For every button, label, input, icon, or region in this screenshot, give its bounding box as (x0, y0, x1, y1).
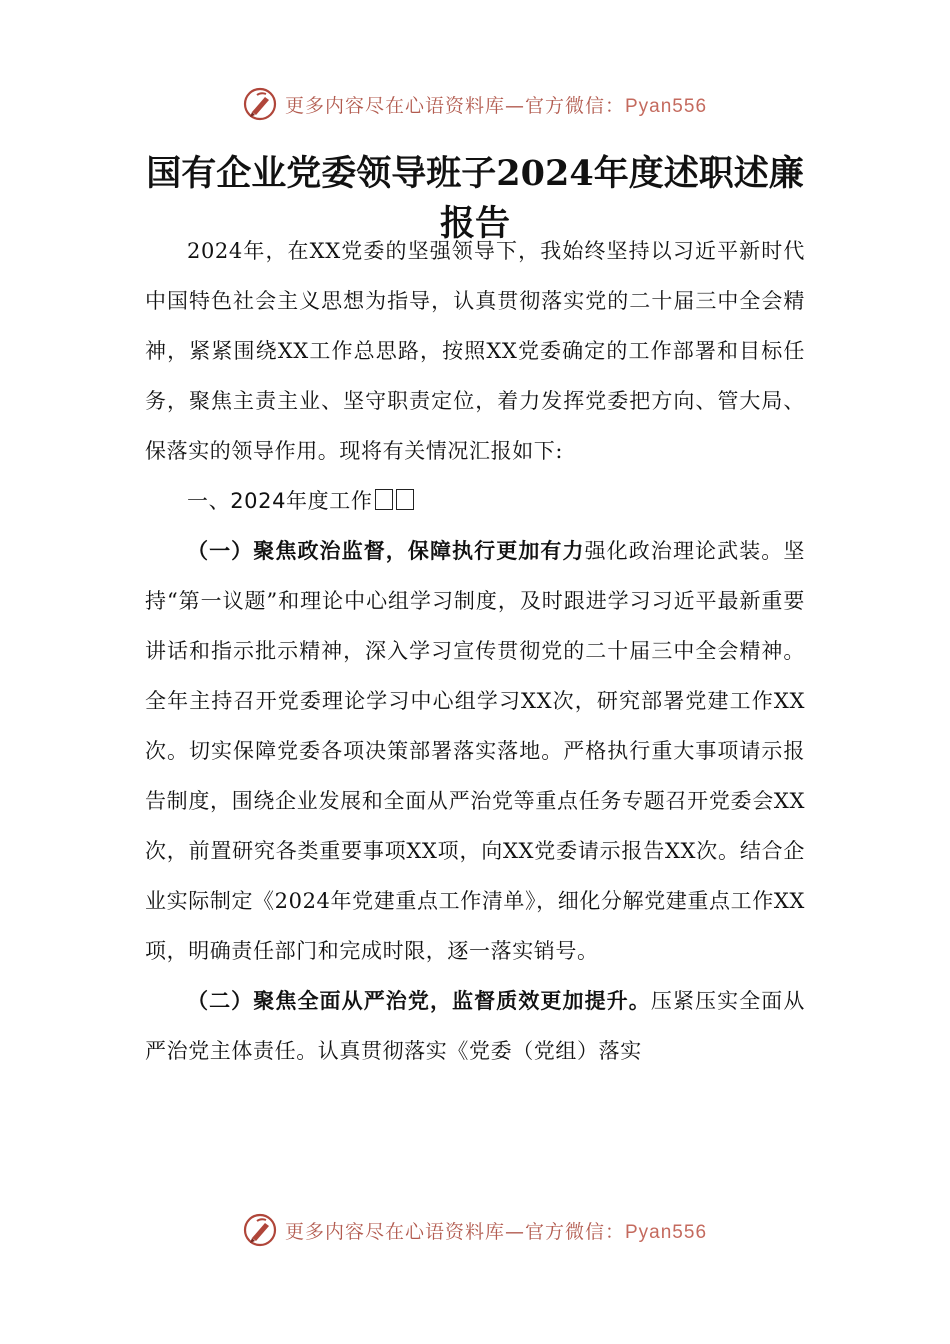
pen-logo-icon (243, 1213, 277, 1247)
intro-paragraph: 2024年，在XX党委的坚强领导下，我始终坚持以习近平新时代中国特色社会主义思想为指导，认真贯彻落实党的二十届三中全会精神，紧紧围绕XX工作总思路，按照XX党委确定的工作部署和目标任务，聚焦主责主业、坚守职责定位，着力发挥党委把方向、管大局、保落实的领导作用。现将有关情况汇报如下: (145, 239, 805, 463)
pen-logo-icon (243, 87, 277, 121)
subsection-1-heading: （一）聚焦政治监督，保障执行更加有力 (187, 538, 585, 563)
document-title: 国有企业党委领导班子2024年度述职述廉 (146, 153, 804, 194)
document-title-continued: 报告 (439, 203, 510, 244)
watermark-text: 更多内容尽在心语资料库—官方微信：Pyan556 (284, 1220, 708, 1243)
watermark-footer (0, 1208, 950, 1252)
watermark-header (0, 82, 950, 126)
subsection-2-heading: （二）聚焦全面从严治党，监督质效更加提升。 (187, 988, 651, 1013)
subsection-2-paragraph: （二）聚焦全面从严治党，监督质效更加提升。压紧压实全面从严治党主体责任。认真贯彻落实《党委（党组）落实 (145, 988, 805, 1063)
section-heading: 一、2024年度工作 (145, 476, 805, 526)
document-body (145, 226, 805, 1076)
missing-glyph-box (375, 489, 393, 510)
subsection-1-paragraph: （一）聚焦政治监督，保障执行更加有力强化政治理论武装。坚持“第一议题”和理论中心组学习制度，及时跟进学习习近平最新重要讲话和指示批示精神，深入学习宣传贯彻党的二十届三中全会精神。全年主持召开党委理论学习中心组学习XX次，研究部署党建工作XX次。切实保障党委各项决策部署落实落地。严格执行重大事项请示报告制度，围绕企业发展和全面从严治党等重点任务专题召开党委会XX次，前置研究各类重要事项XX项，向XX党委请示报告XX次。结合企业实际制定《2024年党建重点工作清单》，细化分解党建重点工作XX项，明确责任部门和完成时限，逐一落实销号。 (145, 538, 805, 963)
watermark-text: 更多内容尽在心语资料库—官方微信：Pyan556 (284, 94, 708, 117)
missing-glyph-box (396, 489, 414, 510)
